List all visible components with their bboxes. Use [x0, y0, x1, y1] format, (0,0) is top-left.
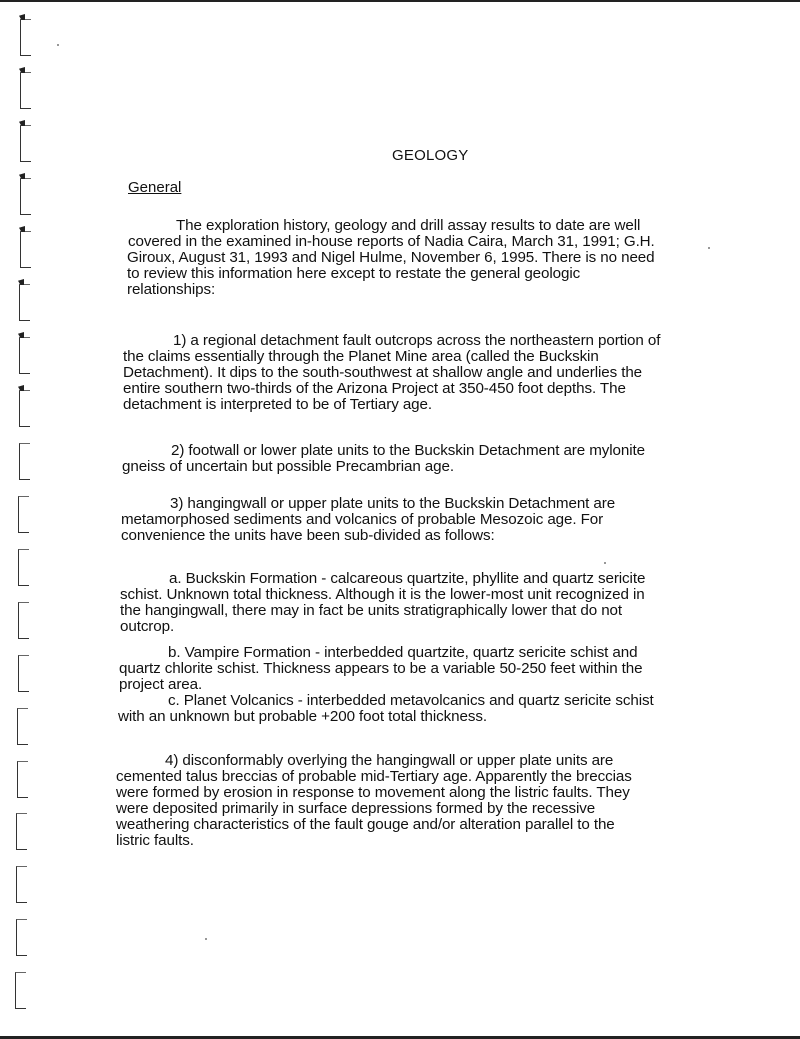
text-line: to review this information here except to restate the general geologic — [127, 265, 581, 282]
text-line: weathering characteristics of the fault gouge and/or alteration parallel to the — [116, 816, 615, 833]
scan-border-top — [0, 0, 800, 2]
binder-mark — [20, 72, 31, 109]
text-line: entire southern two-thirds of the Arizona Project at 350-450 foot depths. The — [123, 380, 626, 397]
text-line: metamorphosed sediments and volcanics of probable Mesozoic age. For — [121, 511, 604, 528]
text-line: b. Vampire Formation - interbedded quartzite, quartz sericite schist and — [168, 644, 638, 661]
binder-mark — [18, 655, 29, 692]
binder-mark — [20, 125, 31, 162]
binder-mark — [19, 337, 30, 374]
text-line: covered in the examined in-house reports of Nadia Caira, March 31, 1991; G.H. — [128, 233, 655, 250]
binder-mark — [20, 178, 31, 215]
text-line: detachment is interpreted to be of Tertiary age. — [123, 396, 432, 413]
text-line: Detachment). It dips to the south-southwest at shallow angle and underlies the — [123, 364, 643, 381]
binder-mark — [18, 602, 29, 639]
scan-speck — [205, 938, 207, 940]
text-line: cemented talus breccias of probable mid-Tertiary age. Apparently the breccias — [116, 768, 632, 785]
binder-mark — [16, 866, 27, 903]
text-line: 1) a regional detachment fault outcrops across the northeastern portion of — [173, 332, 661, 349]
binder-mark — [19, 284, 30, 321]
binder-mark — [20, 19, 31, 56]
text-line: 3) hangingwall or upper plate units to the Buckskin Detachment are — [170, 495, 616, 512]
text-line: The exploration history, geology and drill assay results to date are well — [176, 217, 641, 234]
text-line: outcrop. — [120, 618, 175, 635]
text-line: project area. — [119, 676, 203, 693]
binder-mark — [16, 813, 27, 850]
binder-mark — [19, 443, 30, 480]
text-line: were formed by erosion in response to movement along the listric faults. They — [116, 784, 630, 801]
text-line: schist. Unknown total thickness. Although it is the lower-most unit recognized in — [120, 586, 645, 603]
text-line: listric faults. — [116, 832, 194, 849]
text-line: 4) disconformably overlying the hangingwall or upper plate units are — [165, 752, 614, 769]
binder-mark — [17, 708, 28, 745]
scan-speck — [708, 247, 710, 249]
text-line: with an unknown but probable +200 foot total thickness. — [118, 708, 487, 725]
binder-mark — [18, 549, 29, 586]
section-heading: General — [128, 179, 182, 196]
binder-mark — [19, 390, 30, 427]
binder-mark — [16, 919, 27, 956]
text-line: the claims essentially through the Planet Mine area (called the Buckskin — [123, 348, 599, 365]
scan-speck — [57, 44, 59, 46]
binder-mark — [15, 972, 26, 1009]
scan-speck — [604, 562, 606, 564]
page-title: GEOLOGY — [392, 147, 469, 164]
binder-mark — [17, 761, 28, 798]
text-line: relationships: — [127, 281, 216, 298]
text-line: c. Planet Volcanics - interbedded metavolcanics and quartz sericite schist — [168, 692, 654, 709]
text-line: Giroux, August 31, 1993 and Nigel Hulme, November 6, 1995. There is no need — [127, 249, 655, 266]
text-line: were deposited primarily in surface depressions formed by the recessive — [116, 800, 596, 817]
binder-mark — [20, 231, 31, 268]
binder-mark — [18, 496, 29, 533]
text-line: 2) footwall or lower plate units to the Buckskin Detachment are mylonite — [171, 442, 645, 459]
text-line: quartz chlorite schist. Thickness appears to be a variable 50-250 feet within the — [119, 660, 643, 677]
text-line: gneiss of uncertain but possible Precambrian age. — [122, 458, 454, 475]
text-line: the hangingwall, there may in fact be units stratigraphically lower that do not — [120, 602, 623, 619]
text-line: a. Buckskin Formation - calcareous quartzite, phyllite and quartz sericite — [169, 570, 646, 587]
text-line: convenience the units have been sub-divided as follows: — [121, 527, 495, 544]
